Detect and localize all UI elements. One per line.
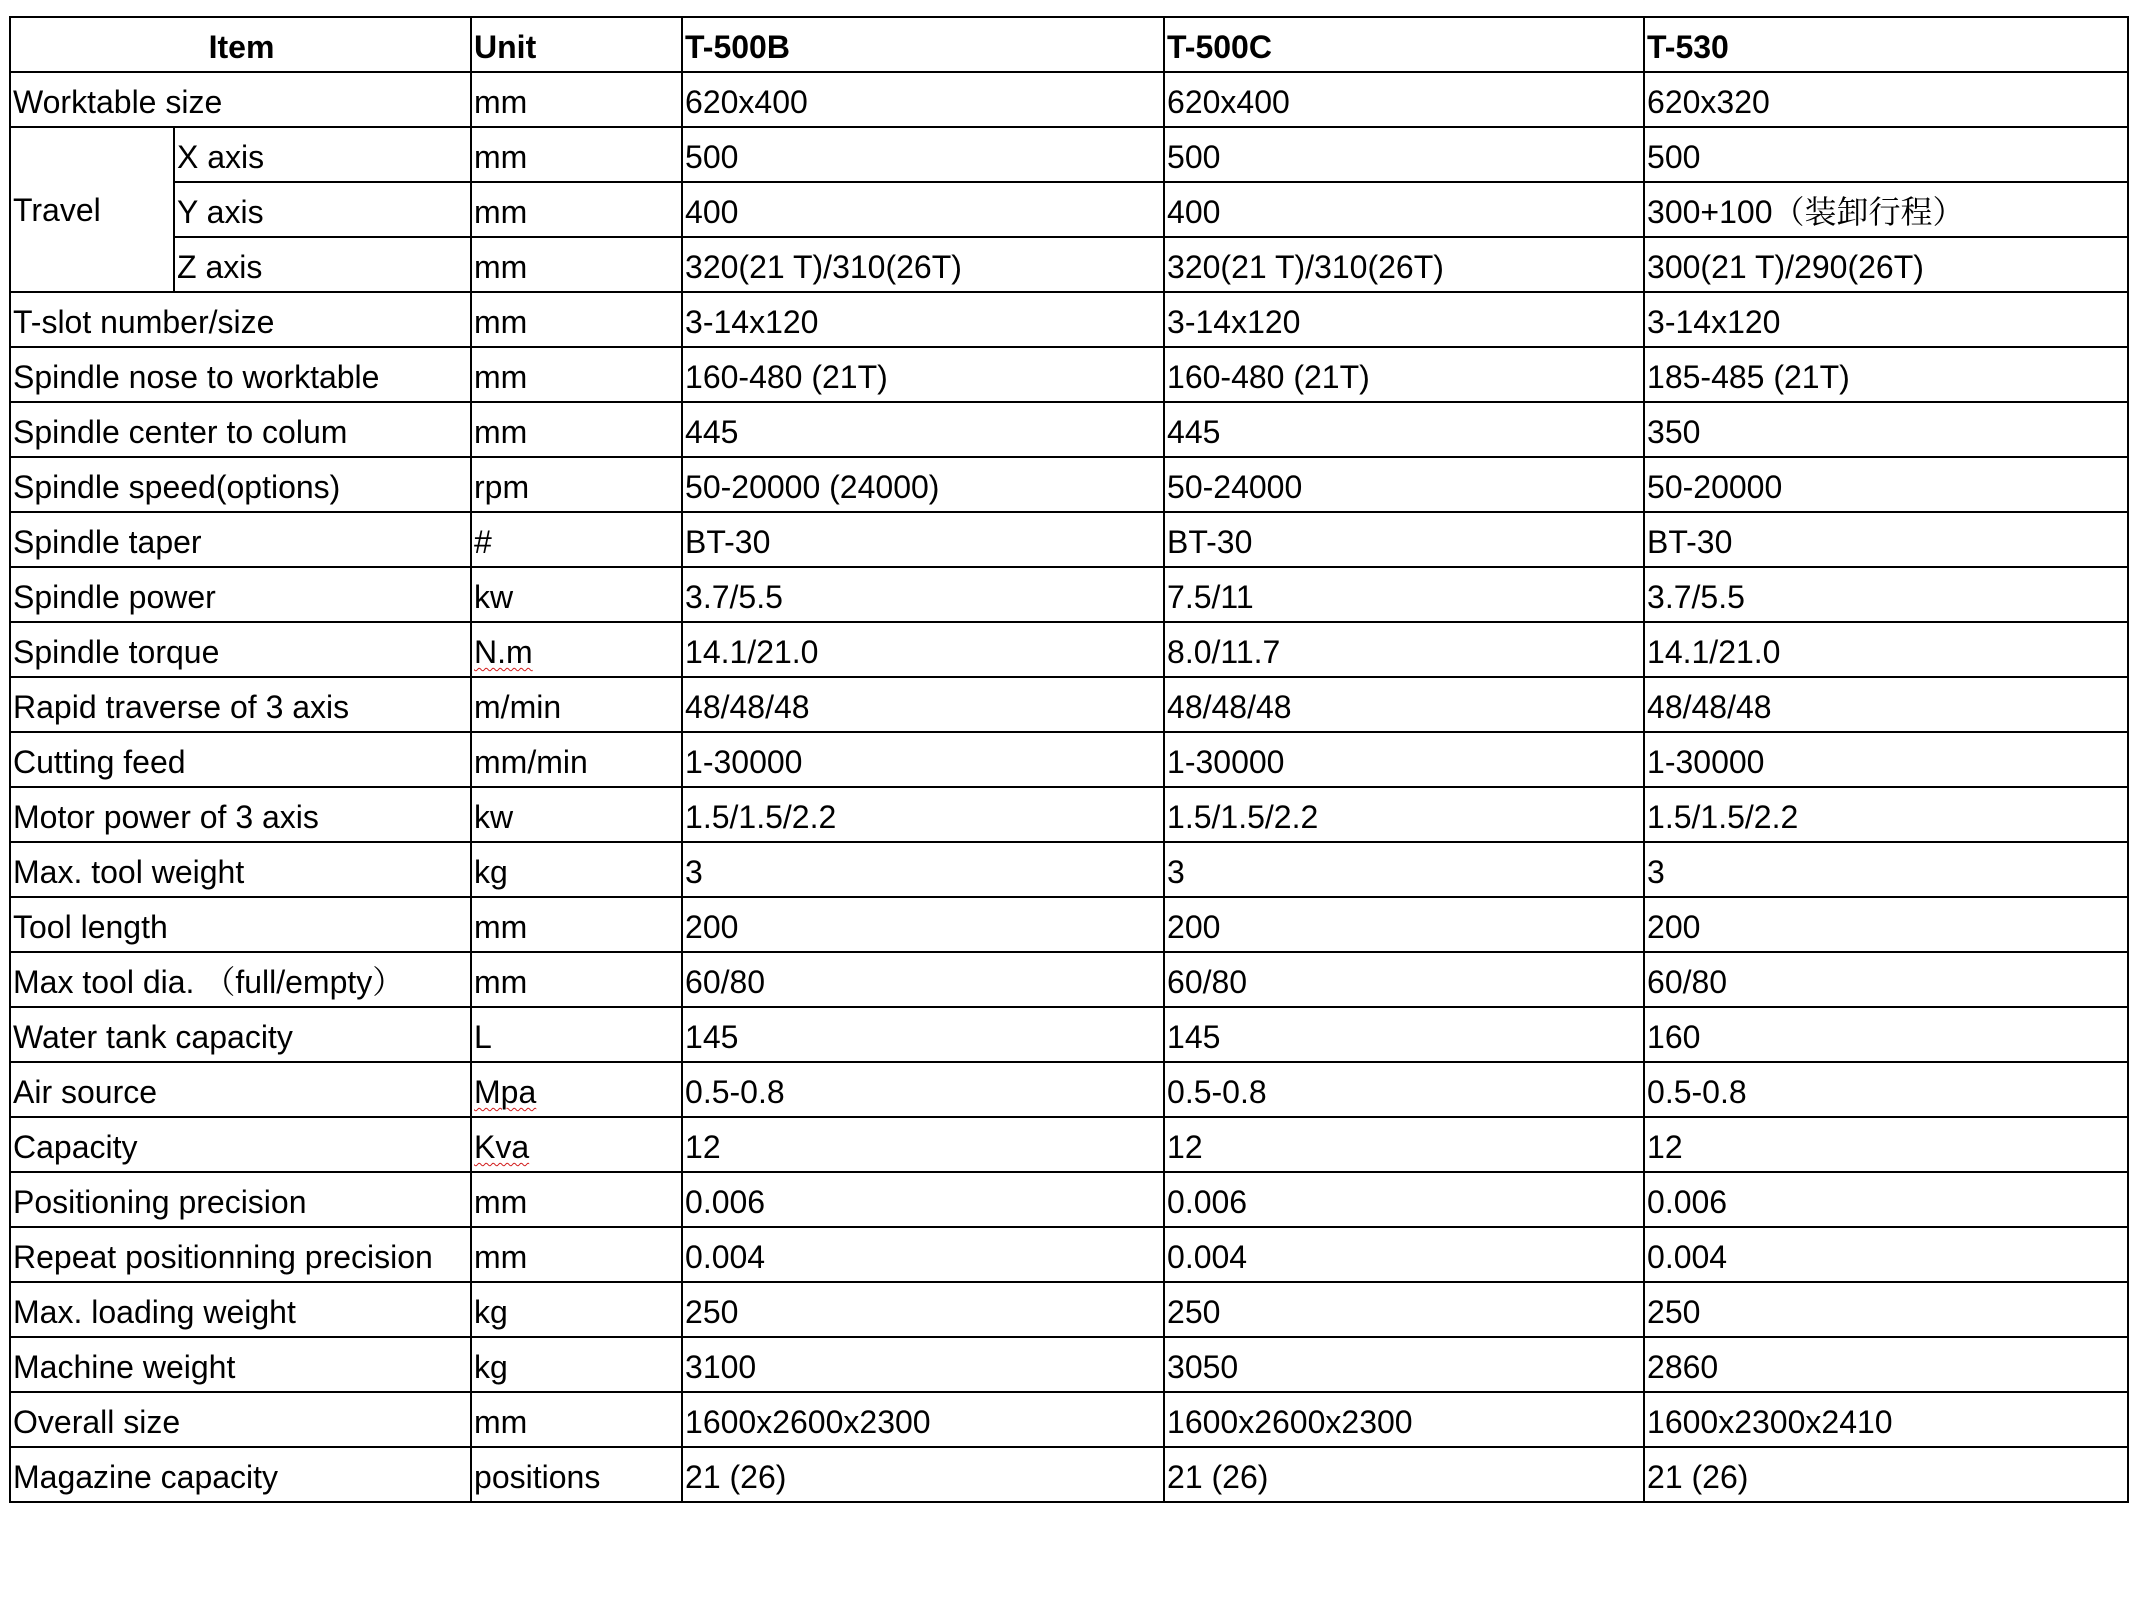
row-value-t-500c: 1600x2600x2300 xyxy=(1164,1392,1644,1447)
row-value-t-500b: 445 xyxy=(682,402,1164,457)
row-value-t-500b: 3.7/5.5 xyxy=(682,567,1164,622)
row-value-t-500c: 500 xyxy=(1164,127,1644,182)
unit-text: mm xyxy=(474,414,528,450)
table-row xyxy=(10,347,2128,402)
row-item-label: Spindle speed(options) xyxy=(10,457,471,512)
row-item-label: Repeat positionning precision xyxy=(10,1227,471,1282)
row-value-t-500b: 3100 xyxy=(682,1337,1164,1392)
spec-table xyxy=(9,16,2129,1503)
row-value-t-500c: 7.5/11 xyxy=(1164,567,1644,622)
table-row xyxy=(10,952,2128,1007)
row-item-label: Max. tool weight xyxy=(10,842,471,897)
row-unit xyxy=(471,622,682,677)
row-value-t-500c: 0.006 xyxy=(1164,1172,1644,1227)
row-value-t-500b: 500 xyxy=(682,127,1164,182)
row-value-t-500b: 1-30000 xyxy=(682,732,1164,787)
table-row xyxy=(10,72,2128,127)
row-value-t-500c: 3-14x120 xyxy=(1164,292,1644,347)
unit-text: mm xyxy=(474,909,528,945)
row-unit xyxy=(471,402,682,457)
row-value-t-500c: 145 xyxy=(1164,1007,1644,1062)
table-row xyxy=(10,182,2128,237)
row-value-t-500b: 145 xyxy=(682,1007,1164,1062)
row-value-t-500c: 48/48/48 xyxy=(1164,677,1644,732)
row-value-t-530: 350 xyxy=(1644,402,2128,457)
table-row xyxy=(10,1117,2128,1172)
header-model: T-500B xyxy=(682,17,1164,72)
row-unit xyxy=(471,1007,682,1062)
unit-text: # xyxy=(474,524,492,560)
row-value-t-530: 0.004 xyxy=(1644,1227,2128,1282)
table-row xyxy=(10,677,2128,732)
header-unit: Unit xyxy=(471,17,682,72)
row-value-t-500c: 3 xyxy=(1164,842,1644,897)
unit-text: mm xyxy=(474,964,528,1000)
row-item-label: Max. loading weight xyxy=(10,1282,471,1337)
row-item-label: Capacity xyxy=(10,1117,471,1172)
row-item-label: T-slot number/size xyxy=(10,292,471,347)
row-value-t-500c: 0.5-0.8 xyxy=(1164,1062,1644,1117)
row-sub-label: X axis xyxy=(174,127,471,182)
table-row xyxy=(10,1392,2128,1447)
unit-text: N.m xyxy=(474,634,533,670)
unit-text: mm xyxy=(474,1404,528,1440)
row-unit xyxy=(471,72,682,127)
unit-text: kg xyxy=(474,1349,508,1385)
unit-text: mm xyxy=(474,84,528,120)
row-value-t-500b: 50-20000 (24000) xyxy=(682,457,1164,512)
row-value-t-530: 160 xyxy=(1644,1007,2128,1062)
table-row xyxy=(10,622,2128,677)
unit-text: mm xyxy=(474,194,528,230)
table-row xyxy=(10,237,2128,292)
row-item-label: Tool length xyxy=(10,897,471,952)
row-item-label: Rapid traverse of 3 axis xyxy=(10,677,471,732)
unit-text: kw xyxy=(474,579,514,615)
unit-text: mm xyxy=(474,359,528,395)
header-model: T-500C xyxy=(1164,17,1644,72)
table-row xyxy=(10,1062,2128,1117)
row-value-t-530: 300+100（装卸行程） xyxy=(1644,182,2128,237)
row-item-label: Spindle taper xyxy=(10,512,471,567)
row-item-label: Water tank capacity xyxy=(10,1007,471,1062)
row-unit xyxy=(471,347,682,402)
row-value-t-500c: 0.004 xyxy=(1164,1227,1644,1282)
unit-text: mm/min xyxy=(474,744,588,780)
row-value-t-500b: 0.5-0.8 xyxy=(682,1062,1164,1117)
row-unit xyxy=(471,1392,682,1447)
row-value-t-530: 0.5-0.8 xyxy=(1644,1062,2128,1117)
row-value-t-500c: BT-30 xyxy=(1164,512,1644,567)
row-value-t-530: 250 xyxy=(1644,1282,2128,1337)
table-row xyxy=(10,1337,2128,1392)
row-value-t-530: 620x320 xyxy=(1644,72,2128,127)
table-row xyxy=(10,1007,2128,1062)
row-value-t-500b: 60/80 xyxy=(682,952,1164,1007)
row-value-t-500c: 160-480 (21T) xyxy=(1164,347,1644,402)
row-value-t-530: 14.1/21.0 xyxy=(1644,622,2128,677)
row-value-t-500b: 320(21 T)/310(26T) xyxy=(682,237,1164,292)
row-item-label: Worktable size xyxy=(10,72,471,127)
row-item-label: Machine weight xyxy=(10,1337,471,1392)
row-value-t-500c: 1.5/1.5/2.2 xyxy=(1164,787,1644,842)
row-value-t-500b: 200 xyxy=(682,897,1164,952)
row-item-label: Overall size xyxy=(10,1392,471,1447)
row-unit xyxy=(471,127,682,182)
row-item-label: Max tool dia. （full/empty） xyxy=(10,952,471,1007)
row-unit xyxy=(471,182,682,237)
row-value-t-530: 1600x2300x2410 xyxy=(1644,1392,2128,1447)
row-value-t-530: 21 (26) xyxy=(1644,1447,2128,1502)
table-row xyxy=(10,512,2128,567)
row-value-t-530: 12 xyxy=(1644,1117,2128,1172)
table-row xyxy=(10,1172,2128,1227)
row-value-t-500b: 14.1/21.0 xyxy=(682,622,1164,677)
row-value-t-530: 2860 xyxy=(1644,1337,2128,1392)
row-value-t-530: 60/80 xyxy=(1644,952,2128,1007)
row-value-t-500b: 12 xyxy=(682,1117,1164,1172)
table-row xyxy=(10,842,2128,897)
table-row xyxy=(10,457,2128,512)
row-value-t-500c: 50-24000 xyxy=(1164,457,1644,512)
row-value-t-500c: 1-30000 xyxy=(1164,732,1644,787)
unit-text: positions xyxy=(474,1459,601,1495)
header-row xyxy=(10,17,2128,72)
unit-text: m/min xyxy=(474,689,562,725)
row-unit xyxy=(471,1447,682,1502)
row-value-t-500b: 160-480 (21T) xyxy=(682,347,1164,402)
row-unit xyxy=(471,1172,682,1227)
unit-text: L xyxy=(474,1019,492,1055)
row-value-t-500b: 620x400 xyxy=(682,72,1164,127)
row-value-t-530: 200 xyxy=(1644,897,2128,952)
header-item: Item xyxy=(10,17,471,72)
row-value-t-500b: 21 (26) xyxy=(682,1447,1164,1502)
table-row xyxy=(10,567,2128,622)
row-value-t-500b: 3 xyxy=(682,842,1164,897)
row-value-t-530: 300(21 T)/290(26T) xyxy=(1644,237,2128,292)
unit-text: mm xyxy=(474,1184,528,1220)
row-unit xyxy=(471,787,682,842)
row-item-label: Cutting feed xyxy=(10,732,471,787)
row-value-t-530: 1.5/1.5/2.2 xyxy=(1644,787,2128,842)
row-value-t-530: 48/48/48 xyxy=(1644,677,2128,732)
header-model: T-530 xyxy=(1644,17,2128,72)
table-row xyxy=(10,292,2128,347)
row-value-t-500c: 320(21 T)/310(26T) xyxy=(1164,237,1644,292)
row-unit xyxy=(471,237,682,292)
row-unit xyxy=(471,1117,682,1172)
row-value-t-530: BT-30 xyxy=(1644,512,2128,567)
unit-text: kg xyxy=(474,1294,508,1330)
spec-table-body xyxy=(10,17,2128,1502)
row-value-t-500c: 620x400 xyxy=(1164,72,1644,127)
row-unit xyxy=(471,512,682,567)
row-item-label: Spindle nose to worktable xyxy=(10,347,471,402)
row-value-t-530: 185-485 (21T) xyxy=(1644,347,2128,402)
row-value-t-500c: 8.0/11.7 xyxy=(1164,622,1644,677)
row-unit xyxy=(471,952,682,1007)
table-row xyxy=(10,897,2128,952)
row-unit xyxy=(471,732,682,787)
unit-text: Kva xyxy=(474,1129,530,1165)
row-unit xyxy=(471,677,682,732)
row-item-label: Spindle center to colum xyxy=(10,402,471,457)
row-value-t-530: 3.7/5.5 xyxy=(1644,567,2128,622)
row-value-t-500c: 60/80 xyxy=(1164,952,1644,1007)
row-value-t-500c: 445 xyxy=(1164,402,1644,457)
row-value-t-500c: 12 xyxy=(1164,1117,1644,1172)
table-row xyxy=(10,127,2128,182)
row-group-label: Travel xyxy=(10,127,174,292)
unit-text: mm xyxy=(474,304,528,340)
table-row xyxy=(10,1227,2128,1282)
row-value-t-500b: BT-30 xyxy=(682,512,1164,567)
row-item-label: Spindle torque xyxy=(10,622,471,677)
row-value-t-530: 500 xyxy=(1644,127,2128,182)
row-value-t-500b: 3-14x120 xyxy=(682,292,1164,347)
row-value-t-500c: 250 xyxy=(1164,1282,1644,1337)
row-value-t-500c: 400 xyxy=(1164,182,1644,237)
row-value-t-500b: 0.004 xyxy=(682,1227,1164,1282)
unit-text: rpm xyxy=(474,469,530,505)
row-unit xyxy=(471,1282,682,1337)
row-unit xyxy=(471,457,682,512)
row-unit xyxy=(471,1227,682,1282)
row-unit xyxy=(471,1062,682,1117)
row-value-t-500b: 1600x2600x2300 xyxy=(682,1392,1164,1447)
row-sub-label: Z axis xyxy=(174,237,471,292)
row-item-label: Magazine capacity xyxy=(10,1447,471,1502)
table-row xyxy=(10,1282,2128,1337)
unit-text: kg xyxy=(474,854,508,890)
row-value-t-500c: 3050 xyxy=(1164,1337,1644,1392)
row-value-t-500c: 200 xyxy=(1164,897,1644,952)
row-item-label: Air source xyxy=(10,1062,471,1117)
row-value-t-500b: 1.5/1.5/2.2 xyxy=(682,787,1164,842)
row-item-label: Positioning precision xyxy=(10,1172,471,1227)
row-value-t-530: 50-20000 xyxy=(1644,457,2128,512)
row-unit xyxy=(471,567,682,622)
row-unit xyxy=(471,842,682,897)
table-row xyxy=(10,732,2128,787)
unit-text: kw xyxy=(474,799,514,835)
row-unit xyxy=(471,897,682,952)
row-value-t-530: 0.006 xyxy=(1644,1172,2128,1227)
row-sub-label: Y axis xyxy=(174,182,471,237)
row-value-t-500c: 21 (26) xyxy=(1164,1447,1644,1502)
unit-text: mm xyxy=(474,139,528,175)
row-value-t-500b: 0.006 xyxy=(682,1172,1164,1227)
row-unit xyxy=(471,1337,682,1392)
row-unit xyxy=(471,292,682,347)
row-value-t-500b: 250 xyxy=(682,1282,1164,1337)
table-row xyxy=(10,787,2128,842)
row-item-label: Spindle power xyxy=(10,567,471,622)
row-value-t-530: 3-14x120 xyxy=(1644,292,2128,347)
row-item-label: Motor power of 3 axis xyxy=(10,787,471,842)
table-row xyxy=(10,1447,2128,1502)
row-value-t-530: 3 xyxy=(1644,842,2128,897)
row-value-t-500b: 48/48/48 xyxy=(682,677,1164,732)
unit-text: Mpa xyxy=(474,1074,537,1110)
table-row xyxy=(10,402,2128,457)
unit-text: mm xyxy=(474,1239,528,1275)
row-value-t-530: 1-30000 xyxy=(1644,732,2128,787)
row-value-t-500b: 400 xyxy=(682,182,1164,237)
unit-text: mm xyxy=(474,249,528,285)
